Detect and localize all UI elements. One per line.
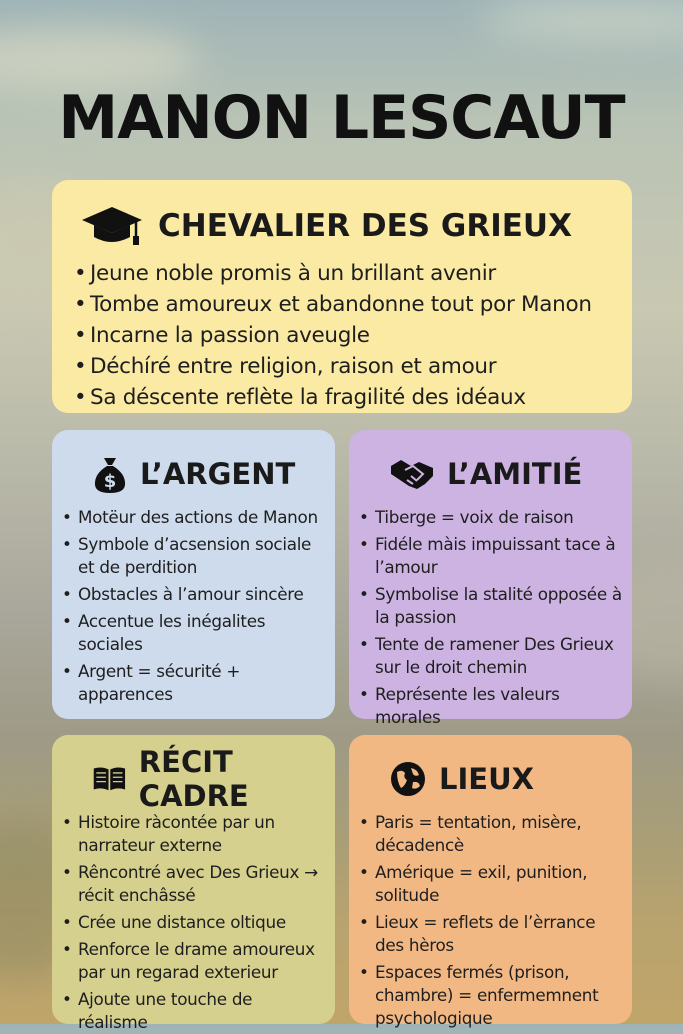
list-item: • Ajoute une touche de réalisme	[78, 988, 325, 1034]
card-argent	[52, 430, 335, 719]
list-item: • Sa déscente reflète la fragilité des idéaux	[90, 382, 612, 413]
card-heading	[80, 194, 612, 258]
list-item: • Symbole d’acsension sociale et de perdition	[78, 533, 325, 579]
card-heading-text: RÉCIT CADRE	[138, 745, 249, 813]
money-bag-icon	[92, 454, 128, 494]
list-item: • Rêncontré avec Des Grieux → récit enchâssé	[78, 861, 325, 907]
svg-text:$: $	[103, 471, 117, 492]
card-heading	[92, 442, 325, 506]
card-heading-text: L’ARGENT	[140, 457, 296, 491]
list-item: • Argent = sécurité + apparences	[78, 660, 325, 706]
item-list	[78, 811, 325, 1034]
card-lieux	[349, 735, 632, 1028]
list-item: • Tiberge = voix de raison	[375, 506, 622, 529]
handshake-icon	[389, 456, 435, 492]
card-chevalier-des-grieux	[52, 180, 632, 413]
list-item: • Lieux = reflets de l’èrrance des hèros	[375, 911, 622, 957]
card-heading	[389, 442, 622, 506]
card-heading-text: CHEVALIER DES GRIEUX	[158, 208, 573, 244]
background-cloud	[480, 0, 683, 40]
card-heading	[92, 747, 325, 811]
item-list	[78, 506, 325, 706]
list-item: • Tente de ramener Des Grieux sur le droit chemin	[375, 633, 622, 679]
item-list	[90, 258, 612, 413]
globe-icon	[389, 760, 427, 798]
card-heading-text: LIEUX	[439, 762, 534, 796]
list-item: • Renforce le drame amoureux par un regarad exterieur	[78, 938, 325, 984]
list-item: • Symbolise la stalité opposée à la passion	[375, 583, 622, 629]
list-item: • Motëur des actions de Manon	[78, 506, 325, 529]
item-list	[375, 811, 622, 1030]
list-item: • Amérique = exil, punition, solitude	[375, 861, 622, 907]
card-amitie	[349, 430, 632, 727]
page-title: MANON LESCAUT	[58, 83, 625, 153]
open-book-icon	[92, 763, 127, 795]
list-item: • Représente les valeurs morales	[375, 683, 622, 729]
card-heading	[389, 747, 622, 811]
list-item: • Paris = tentation, misère, décadencè	[375, 811, 622, 857]
card-heading-text: L’AMITIÉ	[447, 457, 583, 491]
list-item: • Tombe amoureux et abandonne tout por Manon	[90, 289, 612, 320]
item-list	[375, 506, 622, 729]
list-item: • Incarne la passion aveugle	[90, 320, 612, 351]
list-item: • Espaces fermés (prison, chambre) = enfermemnent psychologique	[375, 961, 622, 1030]
list-item: • Obstacles à l’amour sincère	[78, 583, 325, 606]
list-item: • Accentue les inégalites sociales	[78, 610, 325, 656]
list-item: • Fidéle màis impuissant tace à l’amour	[375, 533, 622, 579]
graduation-cap-icon	[80, 205, 144, 247]
list-item: • Jeune noble promis à un brillant avenir	[90, 258, 612, 289]
card-recit-cadre	[52, 735, 335, 1032]
list-item: • Crée une distance oltique	[78, 911, 325, 934]
list-item: • Histoire ràcontée par un narrateur externe	[78, 811, 325, 857]
list-item: • Déchíré entre religion, raison et amour	[90, 351, 612, 382]
